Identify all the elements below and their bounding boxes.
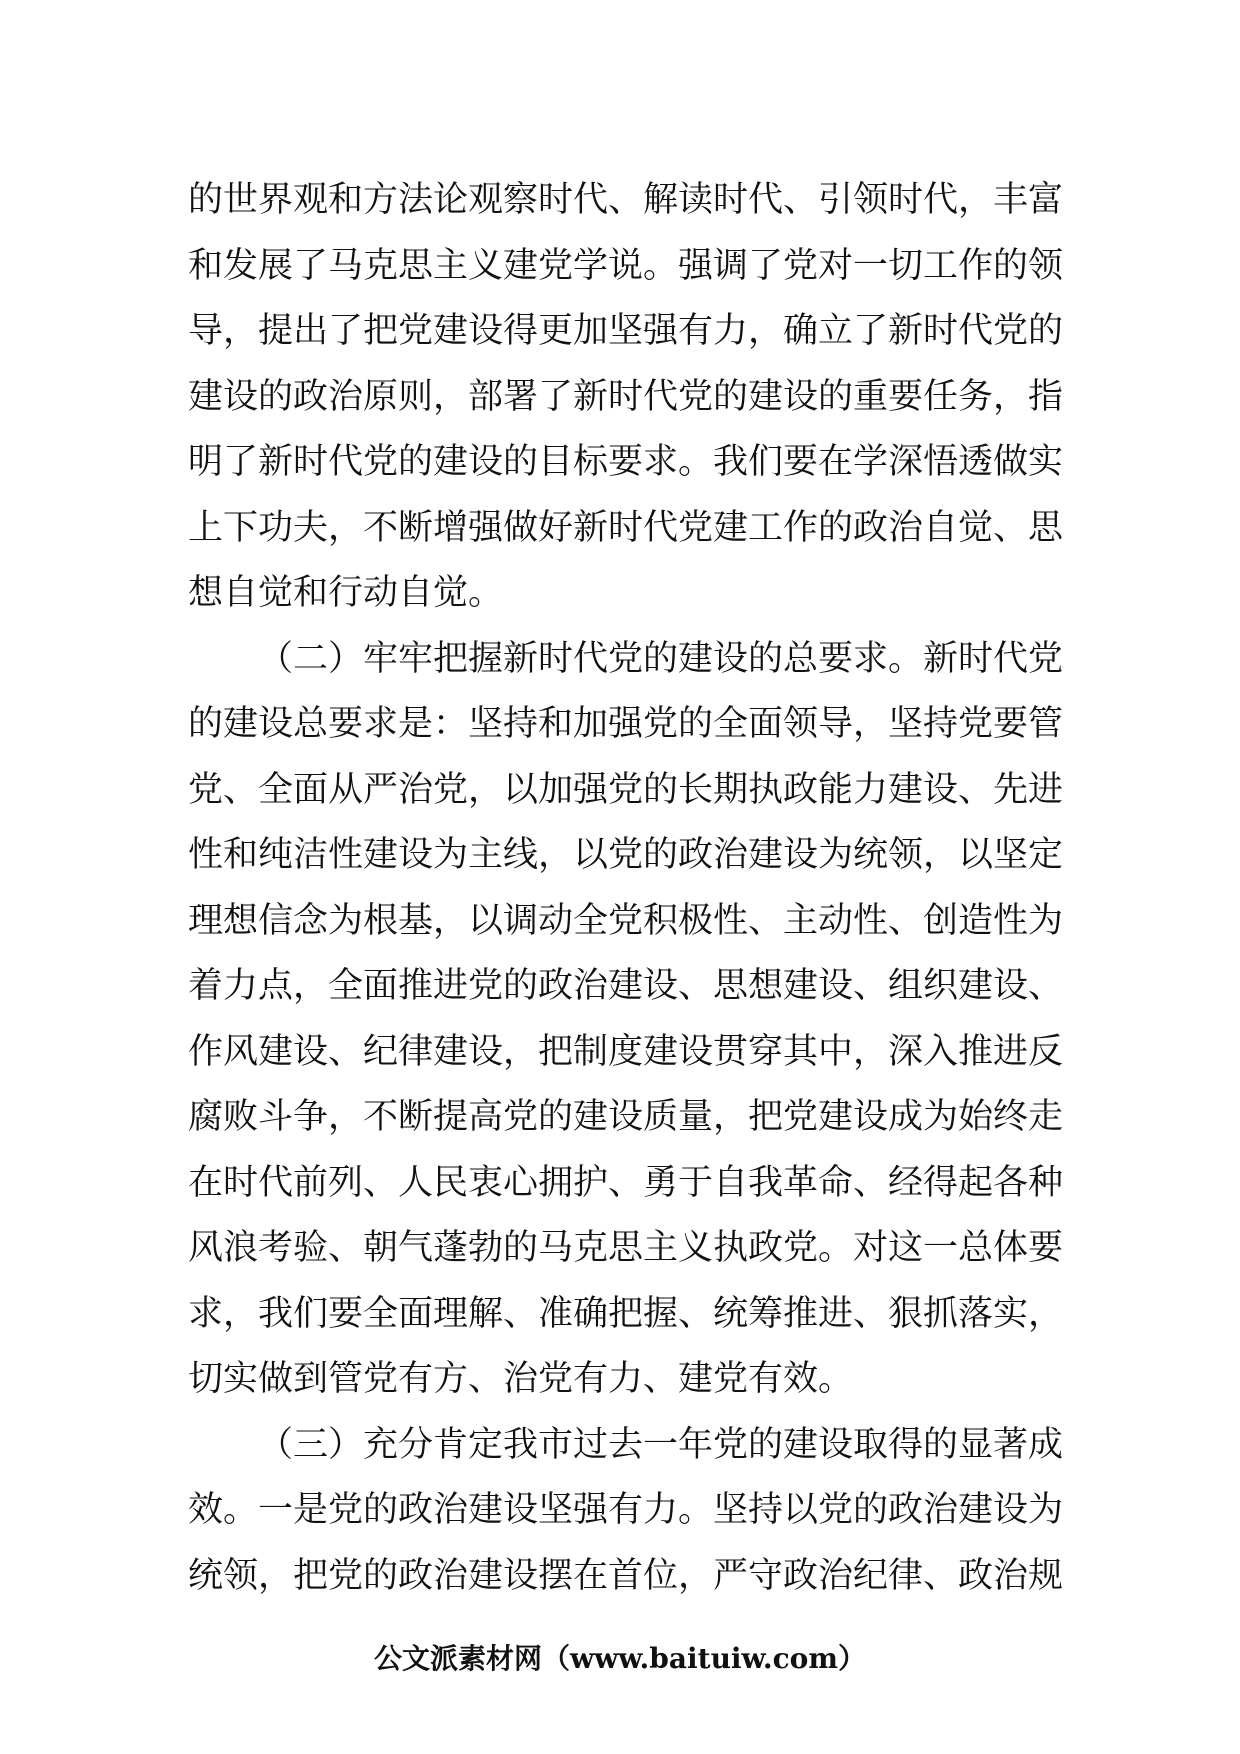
text-line: 着力点，全面推进党的政治建设、思想建设、组织建设、 — [188, 966, 1064, 1006]
text-line: 性和纯洁性建设为主线，以党的政治建设为统领，以坚定 — [188, 835, 1064, 875]
text-line: 在时代前列、人民衷心拥护、勇于自我革命、经得起各种 — [188, 1162, 1064, 1203]
text-line: 想自觉和行动自觉。 — [188, 573, 504, 613]
text-line: 的建设总要求是：坚持和加强党的全面领导，坚持党要管 — [188, 704, 1064, 744]
text-line: 作风建设、纪律建设，把制度建设贯穿其中，深入推进反 — [188, 1031, 1064, 1072]
text-line: 风浪考验、朝气蓬勃的马克思主义执政党。对这一总体要 — [188, 1228, 1064, 1268]
document-body — [188, 168, 1064, 1609]
text-line: 明了新时代党的建设的目标要求。我们要在学深悟透做实 — [188, 442, 1064, 482]
text-line: 切实做到管党有方、治党有力、建党有效。 — [188, 1359, 854, 1399]
text-line: 上下功夫，不断增强做好新时代党建工作的政治自觉、思 — [188, 507, 1064, 548]
text-line: 的世界观和方法论观察时代、解读时代、引领时代，丰富 — [188, 180, 1064, 220]
text-line: 建设的政治原则，部署了新时代党的建设的重要任务，指 — [188, 376, 1064, 417]
text-line: （二）牢牢把握新时代党的建设的总要求。新时代党 — [258, 638, 1064, 679]
text-line: 效。一是党的政治建设坚强有力。坚持以党的政治建设为 — [188, 1490, 1064, 1530]
text-line: 腐败斗争，不断提高党的建设质量，把党建设成为始终走 — [188, 1097, 1064, 1137]
footer-watermark: 公文派素材网（www.baituiw.com） — [374, 1642, 866, 1675]
text-line: 理想信念为根基，以调动全党积极性、主动性、创造性为 — [188, 900, 1064, 941]
text-line: 导，提出了把党建设得更加坚强有力，确立了新时代党的 — [188, 311, 1064, 351]
text-line: 统领，把党的政治建设摆在首位，严守政治纪律、政治规 — [188, 1555, 1064, 1596]
text-line: （三）充分肯定我市过去一年党的建设取得的显著成 — [258, 1424, 1064, 1465]
text-line: 党、全面从严治党，以加强党的长期执政能力建设、先进 — [188, 769, 1064, 810]
text-line: 和发展了马克思主义建党学说。强调了党对一切工作的领 — [188, 245, 1064, 286]
text-line: 求，我们要全面理解、准确把握、统筹推进、狠抓落实， — [188, 1293, 1064, 1334]
